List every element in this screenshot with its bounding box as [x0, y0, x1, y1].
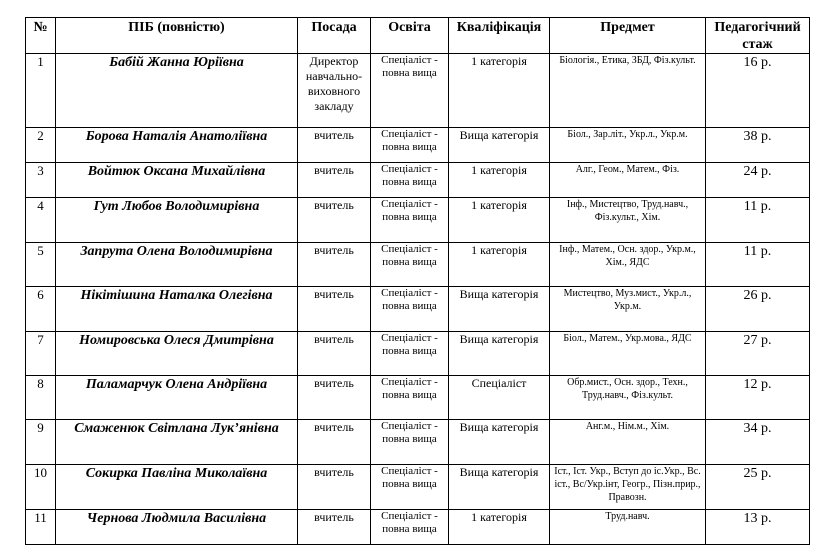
- teacher-name: Паламарчук Олена Андріївна: [56, 376, 298, 420]
- row-number: 3: [26, 163, 56, 198]
- qualification-cell: Вища категорія: [449, 128, 550, 163]
- teacher-name: Запрута Олена Володимирівна: [56, 243, 298, 287]
- subject-cell: Алг., Геом., Матем., Фіз.: [550, 163, 706, 198]
- header-subject: Предмет: [550, 18, 706, 54]
- position-cell: вчитель: [298, 510, 371, 545]
- row-number: 2: [26, 128, 56, 163]
- education-cell: Спеціаліст - повна вища: [371, 332, 449, 376]
- education-cell: Спеціаліст - повна вища: [371, 243, 449, 287]
- qualification-cell: Вища категорія: [449, 332, 550, 376]
- row-number: 4: [26, 198, 56, 243]
- teacher-name: Сокирка Павліна Миколаївна: [56, 465, 298, 510]
- header-num: №: [26, 18, 56, 54]
- education-cell: Спеціаліст - повна вища: [371, 128, 449, 163]
- position-cell: Директор навчально-виховного закладу: [298, 54, 371, 128]
- table-row: [26, 287, 810, 332]
- qualification-cell: Спеціаліст: [449, 376, 550, 420]
- table-row: [26, 465, 810, 510]
- table-body: [26, 54, 810, 545]
- experience-cell: 16 р.: [706, 54, 810, 128]
- table-row: [26, 198, 810, 243]
- position-cell: вчитель: [298, 420, 371, 465]
- experience-cell: 34 р.: [706, 420, 810, 465]
- teacher-name: Войтюк Оксана Михайлівна: [56, 163, 298, 198]
- table-row: [26, 243, 810, 287]
- subject-cell: Іст., Іст. Укр., Вступ до іс.Укр., Вс. іст., Вс/Укр.інт, Геогр., Пізн.прир., Правозн.: [550, 465, 706, 510]
- education-cell: Спеціаліст - повна вища: [371, 376, 449, 420]
- qualification-cell: 1 категорія: [449, 198, 550, 243]
- position-cell: вчитель: [298, 198, 371, 243]
- subject-cell: Інф., Мистецтво, Труд.навч., Фіз.культ., Хім.: [550, 198, 706, 243]
- experience-cell: 12 р.: [706, 376, 810, 420]
- subject-cell: Анг.м., Нім.м., Хім.: [550, 420, 706, 465]
- table-row: [26, 420, 810, 465]
- position-cell: вчитель: [298, 287, 371, 332]
- row-number: 7: [26, 332, 56, 376]
- teacher-name: Бабій Жанна Юріївна: [56, 54, 298, 128]
- subject-cell: Біологія., Етика, ЗБД, Фіз.культ.: [550, 54, 706, 128]
- subject-cell: Мистецтво, Муз.мист., Укр.л., Укр.м.: [550, 287, 706, 332]
- experience-cell: 38 р.: [706, 128, 810, 163]
- subject-cell: Обр.мист., Осн. здор., Техн., Труд.навч., Фіз.культ.: [550, 376, 706, 420]
- table-row: [26, 54, 810, 128]
- qualification-cell: 1 категорія: [449, 163, 550, 198]
- table-header: [26, 18, 810, 54]
- row-number: 5: [26, 243, 56, 287]
- table-row: [26, 163, 810, 198]
- position-cell: вчитель: [298, 376, 371, 420]
- header-qualification: Кваліфікація: [449, 18, 550, 54]
- education-cell: Спеціаліст - повна вища: [371, 163, 449, 198]
- position-cell: вчитель: [298, 465, 371, 510]
- subject-cell: Інф., Матем., Осн. здор., Укр.м., Хім., ЯДС: [550, 243, 706, 287]
- qualification-cell: 1 категорія: [449, 243, 550, 287]
- subject-cell: Труд.навч.: [550, 510, 706, 545]
- education-cell: Спеціаліст - повна вища: [371, 198, 449, 243]
- table-row: [26, 376, 810, 420]
- header-education: Освіта: [371, 18, 449, 54]
- education-cell: Спеціаліст - повна вища: [371, 420, 449, 465]
- teacher-name: Борова Наталія Анатоліївна: [56, 128, 298, 163]
- experience-cell: 26 р.: [706, 287, 810, 332]
- experience-cell: 13 р.: [706, 510, 810, 545]
- table-row: [26, 510, 810, 545]
- row-number: 10: [26, 465, 56, 510]
- education-cell: Спеціаліст - повна вища: [371, 510, 449, 545]
- experience-cell: 11 р.: [706, 243, 810, 287]
- experience-cell: 11 р.: [706, 198, 810, 243]
- row-number: 8: [26, 376, 56, 420]
- position-cell: вчитель: [298, 332, 371, 376]
- position-cell: вчитель: [298, 128, 371, 163]
- teacher-name: Гут Любов Володимирівна: [56, 198, 298, 243]
- education-cell: Спеціаліст - повна вища: [371, 287, 449, 332]
- row-number: 11: [26, 510, 56, 545]
- position-cell: вчитель: [298, 243, 371, 287]
- qualification-cell: Вища категорія: [449, 420, 550, 465]
- teacher-name: Нікітішина Наталка Олегівна: [56, 287, 298, 332]
- experience-cell: 27 р.: [706, 332, 810, 376]
- education-cell: Спеціаліст - повна вища: [371, 465, 449, 510]
- header-experience: Педагогічний стаж: [706, 18, 810, 54]
- table-row: [26, 332, 810, 376]
- row-number: 1: [26, 54, 56, 128]
- subject-cell: Біол., Матем., Укр.мова., ЯДС: [550, 332, 706, 376]
- row-number: 6: [26, 287, 56, 332]
- teacher-name: Номировська Олеся Дмитрівна: [56, 332, 298, 376]
- qualification-cell: 1 категорія: [449, 54, 550, 128]
- header-position: Посада: [298, 18, 371, 54]
- subject-cell: Біол., Зар.літ., Укр.л., Укр.м.: [550, 128, 706, 163]
- table-row: [26, 128, 810, 163]
- qualification-cell: Вища категорія: [449, 287, 550, 332]
- row-number: 9: [26, 420, 56, 465]
- teacher-name: Чернова Людмила Василівна: [56, 510, 298, 545]
- experience-cell: 25 р.: [706, 465, 810, 510]
- qualification-cell: 1 категорія: [449, 510, 550, 545]
- experience-cell: 24 р.: [706, 163, 810, 198]
- position-cell: вчитель: [298, 163, 371, 198]
- teacher-name: Смаженюк Світлана Лук’янівна: [56, 420, 298, 465]
- education-cell: Спеціаліст - повна вища: [371, 54, 449, 128]
- qualification-cell: Вища категорія: [449, 465, 550, 510]
- staff-table: [25, 17, 810, 545]
- header-name: ПІБ (повністю): [56, 18, 298, 54]
